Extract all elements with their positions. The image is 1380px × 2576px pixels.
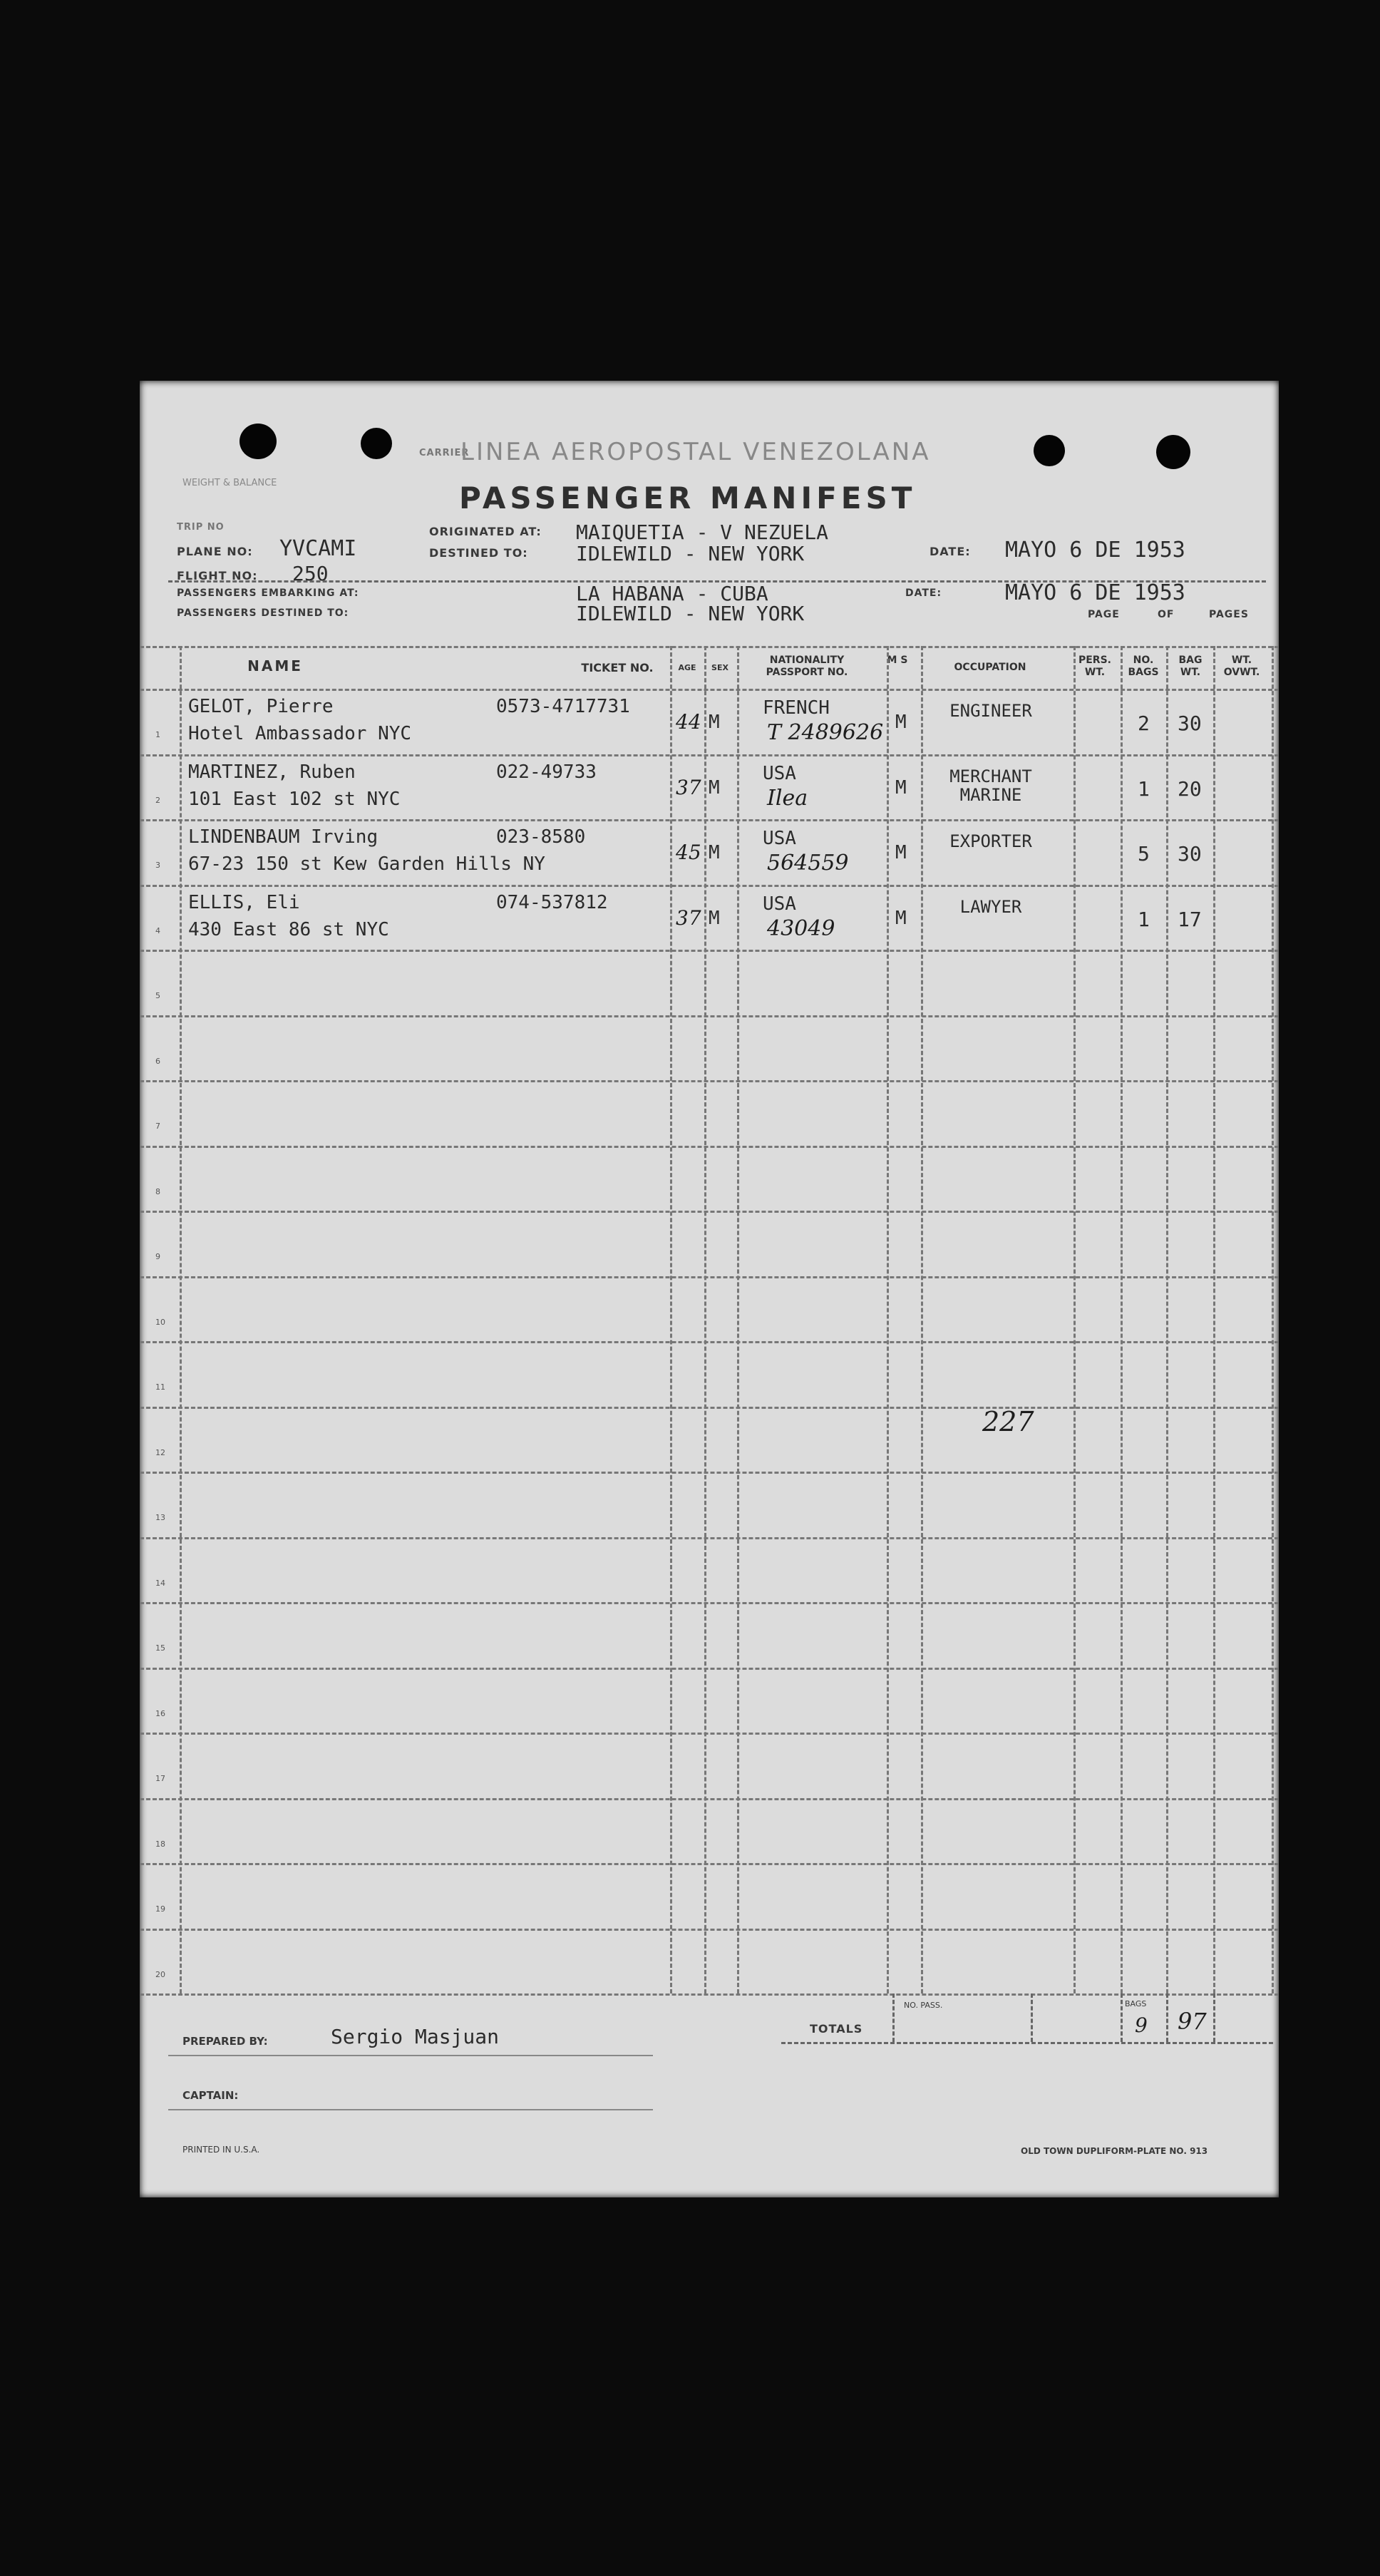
destined-value: IDLEWILD - NEW YORK (576, 542, 805, 565)
marital-status: M (895, 776, 907, 799)
flight-value: 250 (292, 562, 329, 585)
printed-note: PRINTED IN U.S.A. (182, 2145, 260, 2155)
no-bags: 2 (1138, 712, 1150, 735)
col-pers-wt: PERS. WT. (1078, 655, 1111, 678)
row-number: 15 (155, 1643, 165, 1653)
row-number: 4 (155, 925, 160, 935)
grid-line (140, 950, 1279, 952)
captain-line (168, 2109, 653, 2110)
captain-label: CAPTAIN: (182, 2089, 239, 2102)
passenger-sex: M (709, 907, 720, 929)
passenger-age: 37 (676, 775, 701, 799)
grid-line (140, 1668, 1279, 1670)
marital-status: M (895, 712, 907, 733)
passenger-name: GELOT, Pierre (188, 696, 334, 717)
grid-line (1073, 646, 1076, 1993)
row-number: 9 (155, 1252, 160, 1261)
col-wt-ovwt: WT. OVWT. (1223, 655, 1260, 678)
row-number: 8 (155, 1186, 160, 1196)
grid-line (140, 754, 1279, 756)
nationality: FRENCH (763, 697, 830, 719)
bag-weight: 30 (1178, 842, 1202, 866)
ticket-number: 0573-4717731 (496, 696, 630, 717)
no-bags: 5 (1138, 842, 1150, 866)
totals-sep (892, 1993, 895, 2042)
page-title: PASSENGER MANIFEST (459, 481, 917, 515)
col-age: AGE (678, 663, 696, 672)
col-bag-wt: BAG WT. (1178, 655, 1203, 678)
col-occupation: OCCUPATION (954, 662, 1026, 673)
grid-line (1213, 646, 1215, 1993)
date-value: MAYO 6 DE 1953 (1005, 538, 1185, 563)
row-number: 11 (155, 1382, 165, 1392)
ticket-number: 023-8580 (496, 826, 586, 848)
totals-sep (1166, 1993, 1168, 2042)
flight-label: FLIGHT NO: (177, 569, 258, 583)
date2-value: MAYO 6 DE 1953 (1005, 580, 1185, 605)
passport-number: 564559 (767, 851, 849, 876)
grid-line (140, 1733, 1279, 1735)
date-label: DATE: (930, 545, 971, 558)
row-number: 13 (155, 1513, 165, 1522)
passenger-address: Hotel Ambassador NYC (188, 723, 412, 744)
grid-line (140, 646, 1279, 648)
grid-line (140, 1276, 1279, 1278)
passenger-sex: M (709, 776, 720, 799)
passenger-age: 45 (676, 841, 701, 864)
grid-line (140, 1798, 1279, 1800)
no-bags: 1 (1138, 776, 1150, 801)
grid-line (140, 1341, 1279, 1343)
embarking-label: PASSENGERS EMBARKING AT: (177, 587, 359, 599)
nationality: USA (763, 762, 796, 784)
weight-balance-label: WEIGHT & BALANCE (182, 478, 277, 488)
occupation: MERCHANT MARINE (949, 766, 1032, 805)
bag-wt-total: 97 (1178, 2008, 1207, 2035)
row-number: 10 (155, 1317, 165, 1327)
dest2-value: IDLEWILD - NEW YORK (576, 602, 805, 625)
bags-total-label: BAGS (1125, 1999, 1147, 2008)
grid-line (140, 1993, 1279, 1996)
grid-line (140, 1211, 1279, 1213)
manifest-sheet (140, 381, 1279, 2197)
passport-number: 43049 (767, 915, 835, 941)
col-no-bags: NO. BAGS (1128, 655, 1159, 678)
passenger-address: 67-23 150 st Kew Garden Hills NY (188, 853, 545, 875)
row-number: 2 (155, 795, 160, 805)
no-pass-label: NO. PASS. (904, 2001, 943, 2010)
embarking-value: LA HABANA - CUBA (576, 582, 768, 605)
passenger-address: 101 East 102 st NYC (188, 788, 401, 810)
row-number: 7 (155, 1122, 160, 1131)
passenger-address: 430 East 86 st NYC (188, 918, 389, 940)
carrier-label: CARRIER (419, 448, 470, 458)
dest2-label: PASSENGERS DESTINED TO: (177, 607, 349, 619)
date2-label: DATE: (905, 587, 942, 599)
row-number: 5 (155, 991, 160, 1000)
grid-line (1121, 646, 1123, 1993)
occupation: EXPORTER (949, 831, 1032, 851)
row-number: 20 (155, 1969, 165, 1979)
grid-line (1272, 646, 1274, 1993)
grid-line (140, 885, 1279, 887)
grid-line (140, 819, 1279, 821)
ticket-number: 022-49733 (496, 761, 597, 783)
occupation: LAWYER (959, 896, 1022, 917)
totals-sep (1031, 1993, 1033, 2042)
manifest-table (140, 381, 1279, 2197)
passenger-name: MARTINEZ, Ruben (188, 761, 356, 783)
handwritten-annotation: 227 (982, 1406, 1034, 1437)
originated-label: ORIGINATED AT: (429, 525, 542, 538)
grid-line (140, 1537, 1279, 1539)
ticket-number: 074-537812 (496, 891, 608, 913)
passenger-name: ELLIS, Eli (188, 891, 300, 913)
col-ms: M S (887, 655, 908, 666)
row-number: 16 (155, 1708, 165, 1718)
grid-line (1166, 646, 1168, 1993)
row-number: 14 (155, 1578, 165, 1588)
grid-line (140, 1863, 1279, 1865)
prepared-by: Sergio Masjuan (331, 2025, 500, 2048)
totals-label: TOTALS (810, 2022, 863, 2036)
plane-label: PLANE NO: (177, 545, 253, 558)
bag-weight: 17 (1178, 907, 1202, 931)
destined-label: DESTINED TO: (429, 546, 528, 560)
grid-line (737, 646, 739, 1993)
passport-number: T 2489626 (767, 720, 884, 745)
passenger-sex: M (709, 712, 720, 733)
bag-weight: 20 (1178, 776, 1202, 801)
grid-line (704, 646, 706, 1993)
no-bags: 1 (1138, 907, 1150, 931)
totals-sep (1213, 1993, 1215, 2042)
trip-label: TRIP NO (177, 522, 225, 533)
passenger-age: 44 (676, 710, 701, 734)
of-label: OF (1158, 609, 1175, 620)
page-label: PAGE (1088, 609, 1120, 620)
grid-line (921, 646, 923, 1993)
pages-label: PAGES (1209, 609, 1249, 620)
row-number: 6 (155, 1056, 160, 1066)
col-nationality: NATIONALITY PASSPORT NO. (766, 655, 848, 678)
grid-line (140, 1929, 1279, 1931)
passport-number: Ilea (767, 785, 808, 811)
grid-line (140, 689, 1279, 691)
totals-line (781, 2042, 1273, 2044)
passenger-name: LINDENBAUM Irving (188, 826, 379, 848)
grid-line (670, 646, 672, 1993)
row-number: 3 (155, 861, 160, 870)
bag-weight: 30 (1178, 712, 1202, 735)
prepared-label: PREPARED BY: (182, 2035, 268, 2048)
grid-line (140, 1407, 1279, 1409)
plate-note: OLD TOWN DUPLIFORM-PLATE NO. 913 (1021, 2146, 1208, 2156)
grid-line (140, 1015, 1279, 1017)
nationality: USA (763, 893, 796, 915)
originated-value: MAIQUETIA - V NEZUELA (576, 520, 829, 544)
grid-line (140, 1080, 1279, 1082)
grid-line (180, 646, 182, 1993)
carrier-name: LINEA AEROPOSTAL VENEZOLANA (460, 438, 931, 466)
passenger-sex: M (709, 842, 720, 863)
col-name: NAME (247, 657, 303, 674)
totals-sep (1121, 1993, 1123, 2042)
marital-status: M (895, 842, 907, 863)
occupation: ENGINEER (949, 701, 1032, 721)
row-number: 17 (155, 1774, 165, 1783)
row-number: 1 (155, 730, 160, 739)
passenger-age: 37 (676, 905, 701, 930)
grid-line (887, 646, 889, 1993)
row-number: 18 (155, 1839, 165, 1849)
prepared-line (168, 2055, 653, 2056)
grid-line (140, 1146, 1279, 1148)
row-number: 12 (155, 1447, 165, 1457)
nationality: USA (763, 828, 796, 849)
col-sex: SEX (711, 663, 728, 672)
grid-line (140, 1602, 1279, 1604)
bags-total: 9 (1135, 2013, 1148, 2037)
row-number: 19 (155, 1904, 165, 1914)
col-ticket: TICKET NO. (581, 661, 654, 674)
plane-value: YVCAMI (279, 536, 357, 561)
grid-line (140, 1472, 1279, 1474)
marital-status: M (895, 907, 907, 929)
